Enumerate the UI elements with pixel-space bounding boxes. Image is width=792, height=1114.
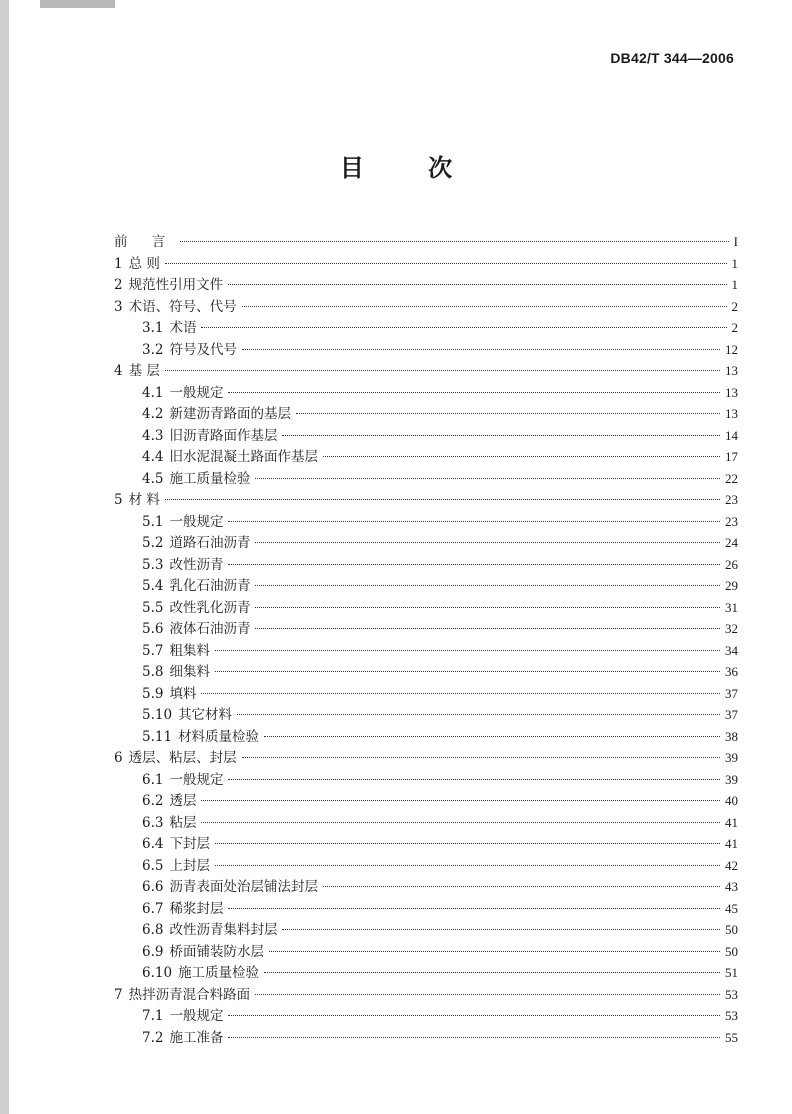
toc-dot-leader (201, 693, 720, 694)
toc-dot-leader (282, 435, 720, 436)
scan-top-shadow (40, 0, 115, 8)
toc-page-number: 43 (725, 879, 738, 894)
toc-entry-title: 下封层 (169, 836, 210, 852)
toc-entry-number: 5.3 (142, 556, 164, 573)
toc-entry[interactable] (142, 381, 738, 402)
toc-entry-number: 6.3 (142, 814, 164, 831)
toc-dot-leader (282, 929, 720, 930)
toc-entry[interactable] (142, 424, 738, 445)
toc-dot-leader (255, 478, 720, 479)
toc-entry-title: 一般规定 (169, 1008, 224, 1024)
toc-entry-title: 沥青表面处治层铺法封层 (169, 879, 318, 895)
toc-entry-label (142, 639, 210, 659)
toc-entry[interactable] (142, 961, 738, 982)
toc-entry[interactable] (142, 897, 738, 918)
toc-entry-number: 1 (114, 255, 123, 272)
toc-entry-title: 上封层 (169, 857, 210, 874)
toc-entry[interactable] (142, 832, 738, 853)
toc-entry[interactable] (142, 940, 738, 961)
toc-entry-title: 液体石油沥青 (169, 621, 251, 637)
toc-entry-label (114, 295, 237, 315)
toc-dot-leader (242, 349, 720, 350)
toc-entry-number: 4.5 (142, 470, 164, 487)
toc-entry[interactable] (142, 617, 738, 638)
toc-page-number: 39 (725, 750, 738, 765)
toc-entry-number: 4 (114, 363, 123, 379)
toc-entry-label (142, 961, 259, 981)
toc-dot-leader (255, 607, 720, 608)
toc-page-number: 40 (725, 793, 738, 808)
toc-entry-label (142, 789, 196, 809)
toc-entry-number: 5.1 (142, 513, 164, 530)
toc-entry[interactable] (142, 854, 738, 875)
toc-entry[interactable] (142, 467, 738, 488)
toc-dot-leader (215, 865, 720, 866)
toc-entry-label (114, 230, 175, 250)
toc-entry-title: 透层 (169, 793, 197, 809)
toc-entry[interactable] (142, 1004, 738, 1025)
toc-page-number: 13 (725, 363, 738, 378)
toc-page-number: 41 (725, 836, 738, 851)
toc-entry-number: 5.7 (142, 642, 164, 659)
toc-dot-leader (255, 994, 720, 995)
toc-dot-leader (165, 499, 720, 500)
toc-entry-title: 前 言 (114, 234, 176, 250)
toc-entry-title: 粗集料 (169, 642, 210, 659)
toc-page-number: 17 (725, 449, 738, 464)
toc-entry-number: 6.7 (142, 900, 164, 917)
toc-entry-number: 6.4 (142, 836, 164, 852)
toc-entry-label (142, 1004, 223, 1024)
toc-entry-title: 道路石油沥青 (169, 535, 251, 551)
toc-entry-label (142, 854, 210, 874)
toc-page-number: 37 (725, 685, 738, 701)
toc-entry-number: 7 (114, 986, 123, 1003)
toc-entry-label (142, 660, 210, 680)
toc-dot-leader (242, 757, 720, 758)
document-code: DB42/T 344—2006 (610, 50, 734, 66)
toc-entry[interactable] (142, 1026, 738, 1047)
toc-entry-title: 术语 (169, 320, 197, 336)
toc-entry-number: 5.9 (142, 685, 164, 702)
toc-page-number: 53 (725, 986, 738, 1002)
toc-entry-number: 3.2 (142, 341, 164, 358)
toc-entry-title: 热拌沥青混合料路面 (128, 986, 251, 1003)
toc-page-number: 50 (725, 922, 738, 937)
toc-entry-label (142, 875, 318, 895)
toc-entry-number: 7.2 (142, 1029, 164, 1046)
toc-entry[interactable] (142, 338, 738, 359)
toc-dot-leader (215, 671, 720, 672)
toc-page-number: 41 (725, 814, 738, 830)
toc-entry-label (142, 897, 223, 917)
toc-entry-label (142, 940, 264, 960)
toc-entry-number: 6.1 (142, 771, 164, 788)
toc-entry-title: 材料质量检验 (178, 728, 260, 745)
toc-entry-label (142, 402, 291, 422)
toc-entry[interactable] (142, 445, 738, 466)
toc-page-number: 29 (725, 578, 738, 593)
toc-dot-leader (228, 1037, 720, 1038)
toc-entry-label (142, 531, 250, 551)
toc-page-number: 39 (725, 771, 738, 787)
toc-page-number: 45 (725, 900, 738, 916)
toc-page-number: 36 (725, 664, 738, 679)
toc-entry-label (142, 316, 196, 336)
toc-dot-leader (255, 585, 720, 586)
toc-dot-leader (165, 263, 727, 264)
toc-entry[interactable] (142, 553, 738, 574)
toc-entry-title: 稀浆封层 (169, 900, 224, 917)
toc-entry-number: 5.2 (142, 535, 164, 551)
toc-dot-leader (242, 306, 727, 307)
toc-entry-number: 4.4 (142, 449, 164, 465)
toc-entry-label (114, 488, 160, 508)
toc-entry[interactable] (114, 295, 738, 316)
toc-entry-title: 粘层 (169, 814, 197, 831)
toc-entry[interactable] (142, 682, 738, 703)
toc-dot-leader (228, 284, 726, 285)
toc-entry-label (142, 596, 250, 616)
toc-page-number: 51 (725, 965, 738, 980)
toc-entry-title: 填料 (169, 685, 197, 702)
toc-entry[interactable] (114, 359, 738, 380)
toc-dot-leader (215, 650, 720, 651)
toc-entry[interactable] (142, 574, 738, 595)
toc-entry-number: 3 (114, 298, 123, 315)
toc-entry[interactable] (142, 510, 738, 531)
toc-entry-title: 符号及代号 (169, 341, 237, 358)
toc-page-number: 26 (725, 556, 738, 572)
toc-page-number: 12 (725, 341, 738, 357)
toc-entry[interactable] (142, 918, 738, 939)
toc-entry-number: 5.6 (142, 621, 164, 637)
toc-entry-title: 施工质量检验 (178, 965, 260, 981)
toc-page-number: 22 (725, 470, 738, 486)
toc-entry-label (114, 359, 160, 379)
toc-entry-number: 3.1 (142, 320, 164, 336)
toc-dot-leader (323, 456, 720, 457)
toc-entry-label (142, 617, 250, 637)
toc-entry[interactable] (114, 252, 738, 273)
toc-entry-title: 一般规定 (169, 384, 224, 401)
toc-entry-label (142, 510, 223, 530)
toc-entry-number: 4.2 (142, 406, 164, 422)
toc-entry-label (142, 832, 210, 852)
toc-entry-number: 7.1 (142, 1008, 164, 1024)
toc-entry-title: 一般规定 (169, 513, 224, 530)
toc-page-number: 50 (725, 943, 738, 959)
toc-entry-label (142, 811, 196, 831)
toc-page-number: 2 (731, 298, 738, 314)
toc-entry-label (142, 768, 223, 788)
toc-entry-number: 5.5 (142, 599, 164, 616)
toc-dot-leader (269, 951, 720, 952)
toc-entry[interactable] (114, 983, 738, 1004)
toc-entry-title: 基 层 (128, 363, 160, 379)
toc-dot-leader (296, 413, 720, 414)
toc-entry-title: 其它材料 (178, 707, 233, 723)
toc-dot-leader (255, 542, 720, 543)
toc-entry-label (142, 424, 277, 444)
toc-entry-label (142, 682, 196, 702)
toc-entry-number: 6.9 (142, 943, 164, 960)
toc-entry-label (142, 467, 250, 487)
toc-entry-number: 5.4 (142, 578, 164, 594)
toc-entry-label (142, 918, 277, 938)
toc-dot-leader (228, 521, 720, 522)
toc-dot-leader (323, 886, 720, 887)
toc-entry-title: 改性沥青 (169, 556, 224, 573)
toc-entry-label (142, 1026, 223, 1046)
toc-entry-title: 术语、符号、代号 (128, 298, 237, 315)
toc-entry[interactable] (142, 316, 738, 337)
toc-entry-number: 6.6 (142, 879, 164, 895)
toc-page-number: 1 (731, 255, 738, 271)
toc-dot-leader (165, 370, 720, 371)
toc-dot-leader (201, 800, 720, 801)
toc-page-number: 1 (731, 277, 738, 292)
toc-dot-leader (228, 908, 720, 909)
toc-entry-number: 2 (114, 277, 123, 293)
toc-entry-title: 改性乳化沥青 (169, 599, 251, 616)
toc-entry-title: 乳化石油沥青 (169, 578, 251, 594)
toc-page-number: I (733, 234, 738, 249)
toc-dot-leader (264, 736, 720, 737)
toc-dot-leader (201, 327, 726, 328)
toc-page-number: 31 (725, 599, 738, 615)
toc-entry-label (142, 381, 223, 401)
toc-dot-leader (264, 972, 720, 973)
toc-page-number: 13 (725, 384, 738, 400)
toc-entry[interactable] (114, 273, 738, 294)
toc-entry[interactable] (142, 639, 738, 660)
toc-entry[interactable] (142, 811, 738, 832)
toc-entry-number: 5.10 (142, 707, 173, 723)
toc-page-number: 13 (725, 406, 738, 421)
toc-dot-leader (201, 822, 720, 823)
toc-page-number: 14 (725, 427, 738, 443)
toc-entry-title: 桥面铺装防水层 (169, 943, 264, 960)
toc-dot-leader (228, 392, 720, 393)
toc-entry-label (142, 574, 250, 594)
toc-entry-label (142, 338, 237, 358)
toc-entry[interactable] (142, 768, 738, 789)
toc-entry-number: 5.11 (142, 728, 173, 745)
toc-entry-label (114, 252, 160, 272)
toc-entry-title: 细集料 (169, 664, 210, 680)
toc-entry-title: 施工质量检验 (169, 470, 251, 487)
toc-entry-number: 5 (114, 492, 123, 508)
toc-entry[interactable] (142, 875, 738, 896)
toc-page-number: 34 (725, 642, 738, 658)
toc-entry-title: 规范性引用文件 (128, 277, 224, 293)
toc-entry-number: 6.2 (142, 793, 164, 809)
toc-entry-title: 施工准备 (169, 1029, 224, 1046)
toc-entry-label (142, 553, 223, 573)
toc-entry-label (142, 725, 259, 745)
toc-dot-leader (228, 779, 720, 780)
toc-page-number: 2 (731, 320, 738, 335)
toc-entry[interactable] (114, 746, 738, 767)
toc-entry[interactable] (142, 402, 738, 423)
toc-dot-leader (180, 241, 728, 242)
toc-entry-number: 6.5 (142, 857, 164, 874)
toc-entry-title: 旧沥青路面作基层 (169, 427, 278, 444)
toc-entry[interactable] (142, 596, 738, 617)
toc-page-number: 42 (725, 857, 738, 873)
toc-dot-leader (255, 628, 720, 629)
toc-entry[interactable] (142, 789, 738, 810)
toc-dot-leader (228, 564, 720, 565)
toc-entry[interactable] (142, 703, 738, 724)
toc-page-number: 23 (725, 492, 738, 507)
toc-entry-label (142, 703, 232, 723)
toc-dot-leader (237, 714, 720, 715)
toc-page-number: 53 (725, 1008, 738, 1023)
toc-entry-title: 新建沥青路面的基层 (169, 406, 291, 422)
toc-entry-number: 5.8 (142, 664, 164, 680)
toc-entry-title: 改性沥青集料封层 (169, 922, 278, 938)
toc-entry-title: 总 则 (128, 255, 160, 272)
toc-entry[interactable] (114, 230, 738, 251)
toc-page-number: 32 (725, 621, 738, 636)
toc-title: 目 次 (339, 154, 481, 182)
toc-entry-number: 6.8 (142, 922, 164, 938)
toc-entry-label (114, 746, 237, 766)
toc-page-number: 23 (725, 513, 738, 529)
toc-entry-title: 一般规定 (169, 771, 224, 788)
toc-page-number: 38 (725, 728, 738, 744)
toc-entry-label (114, 273, 223, 293)
toc-entry-title: 透层、粘层、封层 (128, 750, 237, 766)
toc-entry[interactable] (142, 660, 738, 681)
toc-page-number: 55 (725, 1029, 738, 1045)
toc-page-number: 37 (725, 707, 738, 722)
toc-entry[interactable] (142, 725, 738, 746)
toc-entry-label (114, 983, 250, 1003)
toc-entry-title: 旧水泥混凝土路面作基层 (169, 449, 318, 465)
toc-dot-leader (228, 1015, 720, 1016)
toc-entry-number: 6 (114, 750, 123, 766)
toc-entry-number: 6.10 (142, 965, 173, 981)
toc-page-number: 24 (725, 535, 738, 550)
toc-entry-label (142, 445, 318, 465)
toc-entry-title: 材 料 (128, 492, 160, 508)
toc-entry[interactable] (114, 488, 738, 509)
toc-entry-number: 4.1 (142, 384, 164, 401)
toc-entry[interactable] (142, 531, 738, 552)
toc-dot-leader (215, 843, 720, 844)
toc-entry-number: 4.3 (142, 427, 164, 444)
